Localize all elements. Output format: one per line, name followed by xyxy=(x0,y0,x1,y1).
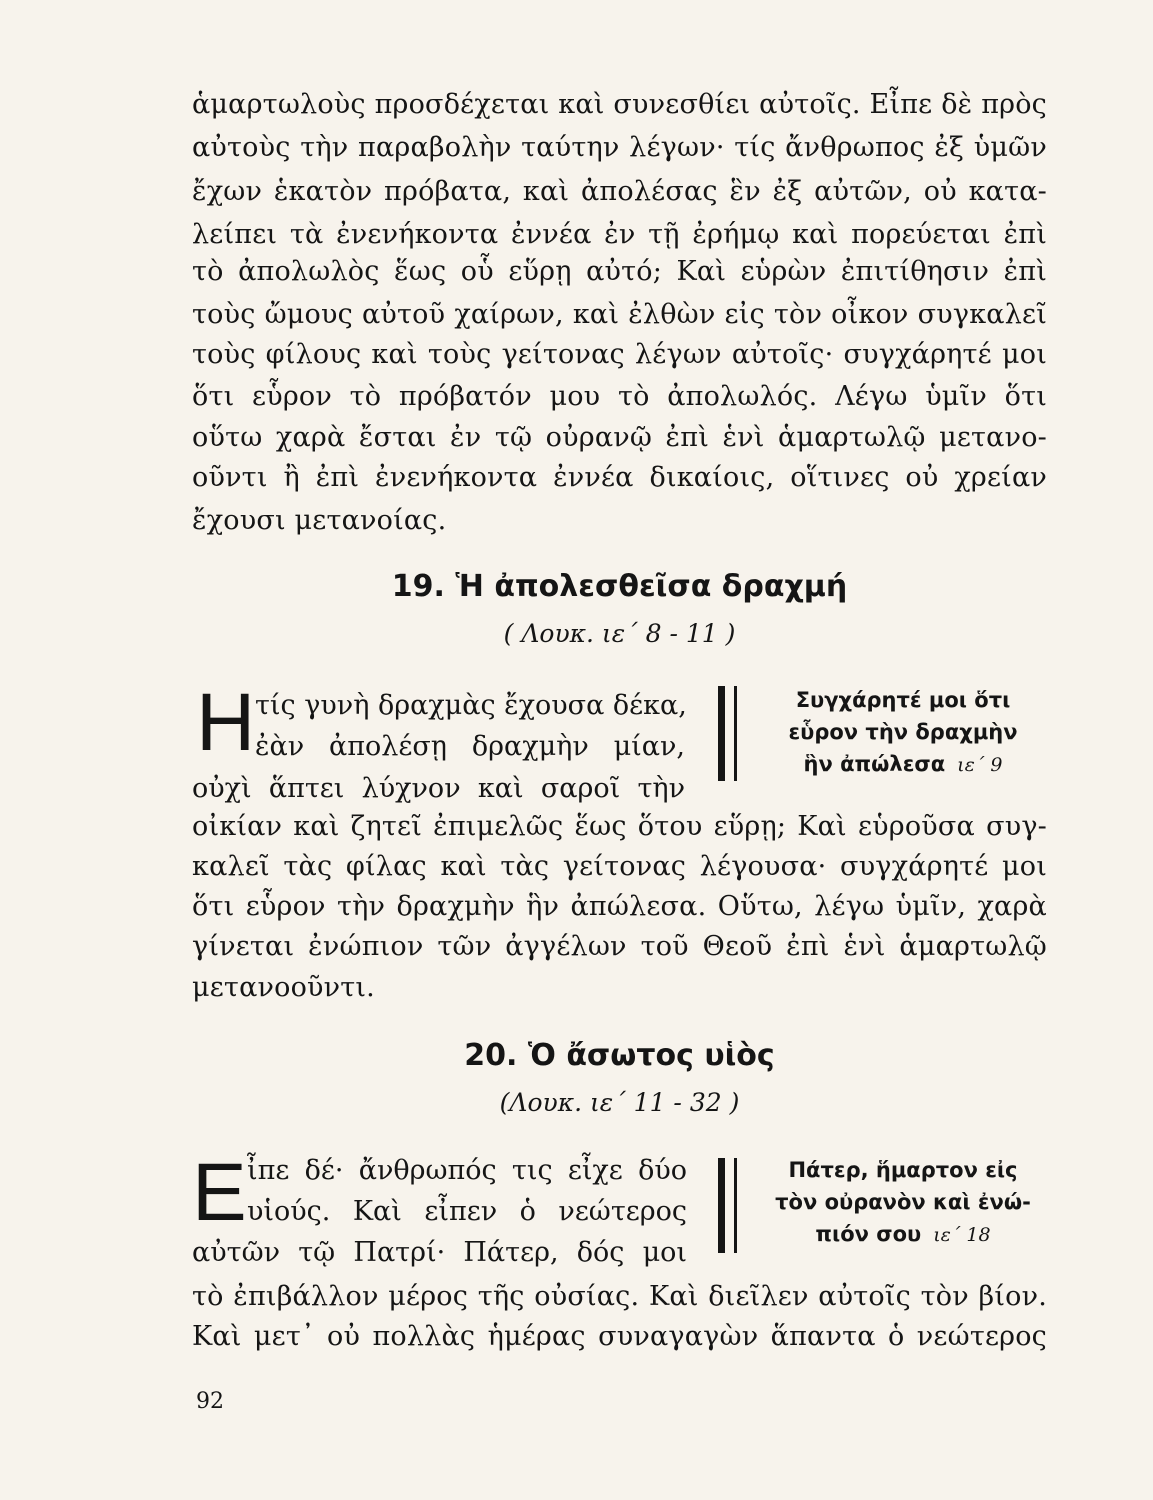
page-number: 92 xyxy=(196,1389,224,1414)
text-line: οὕτω χαρὰ ἔσται ἐν τῷ οὐρανῷ ἐπὶ ἑνὶ ἁμαρτωλῷ μετανο- xyxy=(192,422,1047,453)
sidebar-line xyxy=(758,1218,1048,1251)
sidebar-rule-thin xyxy=(734,1158,737,1253)
text-line: οῦντι ἢ ἐπὶ ἐνενήκοντα ἐννέα δικαίοις, οἵτινες οὐ χρείαν xyxy=(192,462,1047,493)
text-line: τίς γυνὴ δραχμὰς ἔχουσα δέκα, xyxy=(255,690,687,721)
section-20-dropcap: Ε xyxy=(192,1147,247,1238)
section-20-heading: 20. Ὁ ἄσωτος υἱὸς xyxy=(464,1038,775,1073)
sidebar-text: πιόν σου xyxy=(815,1222,922,1246)
text-line: ἶπε δέ· ἄνθρωπός τις εἶχε δύο xyxy=(247,1155,687,1186)
text-line: τοὺς φίλους καὶ τοὺς γείτονας λέγων αὐτοῖς· συγχάρητέ μοι xyxy=(192,339,1047,370)
text-line: καλεῖ τὰς φίλας καὶ τὰς γείτονας λέγουσα· συγχάρητέ μοι xyxy=(192,851,1047,882)
text-line: ἁμαρτωλοὺς προσδέχεται καὶ συνεσθίει αὐτοῖς. Εἶπε δὲ πρὸς xyxy=(192,89,1047,120)
text-line: αὐτοὺς τὴν παραβολὴν ταύτην λέγων· τίς ἄνθρωπος ἐξ ὑμῶν xyxy=(192,132,1047,163)
text-line: λείπει τὰ ἐνενήκοντα ἐννέα ἐν τῇ ἐρήμῳ καὶ πορεύεται ἐπὶ xyxy=(192,219,1047,250)
text-line: μετανοοῦντι. xyxy=(192,972,375,1003)
text-line: ὅτι εὗρον τὴν δραχμὴν ἣν ἀπώλεσα. Οὕτω, λέγω ὑμῖν, χαρὰ xyxy=(192,891,1047,922)
sidebar-line: τὸν οὐρανὸν καὶ ἐνώ- xyxy=(775,1190,1031,1214)
section-19-heading: 19. Ἡ ἀπολεσθεῖσα δραχμή xyxy=(391,569,848,604)
section-19-sidebar-quote xyxy=(758,684,1048,781)
text-line: αὐτῶν τῷ Πατρί· Πάτερ, δός μοι xyxy=(192,1237,687,1268)
sidebar-rule-thick xyxy=(718,686,725,781)
text-line: γίνεται ἐνώπιον τῶν ἀγγέλων τοῦ Θεοῦ ἐπὶ ἑνὶ ἁμαρτωλῷ xyxy=(192,931,1047,962)
section-20-sidebar-quote xyxy=(758,1154,1048,1251)
text-line: ἔχων ἑκατὸν πρόβατα, καὶ ἀπολέσας ἓν ἐξ αὐτῶν, οὐ κατα- xyxy=(192,176,1047,207)
sidebar-text: ἣν ἀπώλεσα xyxy=(803,752,946,776)
text-line: τὸ ἐπιβάλλον μέρος τῆς οὐσίας. Καὶ διεῖλεν αὐτοῖς τὸν βίον. xyxy=(192,1281,1047,1312)
text-line: οἰκίαν καὶ ζητεῖ ἐπιμελῶς ἕως ὅτου εὕρῃ; Καὶ εὑροῦσα συγ- xyxy=(192,811,1047,842)
text-line: ὅτι εὗρον τὸ πρόβατόν μου τὸ ἀπολωλός. Λέγω ὑμῖν ὅτι xyxy=(192,381,1047,412)
sidebar-line: εὗρον τὴν δραχμὴν xyxy=(788,720,1018,744)
sidebar-cite: ιε΄ 9 xyxy=(957,754,1003,776)
text-line: ἐὰν ἀπολέσῃ δραχμὴν μίαν, xyxy=(255,731,685,762)
text-line: οὐχὶ ἅπτει λύχνον καὶ σαροῖ τὴν xyxy=(192,773,685,804)
section-19-dropcap: Η xyxy=(196,677,256,768)
text-line: Καὶ μετ᾽ οὐ πολλὰς ἡμέρας συναγαγὼν ἅπαντα ὁ νεώτερος xyxy=(192,1321,1047,1352)
section-20-reference: (Λουκ. ιε΄ 11 - 32 ) xyxy=(499,1088,740,1117)
section-19-reference: ( Λουκ. ιε΄ 8 - 11 ) xyxy=(503,619,736,648)
sidebar-line: Συγχάρητέ μοι ὅτι xyxy=(795,688,1011,712)
text-line: τοὺς ὤμους αὐτοῦ χαίρων, καὶ ἐλθὼν εἰς τὸν οἶκον συγκαλεῖ xyxy=(192,299,1047,330)
text-line: υἱούς. Καὶ εἶπεν ὁ νεώτερος xyxy=(247,1196,687,1227)
text-line: τὸ ἀπολωλὸς ἕως οὗ εὕρῃ αὐτό; Καὶ εὑρὼν ἐπιτίθησιν ἐπὶ xyxy=(192,256,1047,287)
sidebar-rule-thick xyxy=(718,1158,725,1253)
sidebar-line: Πάτερ, ἥμαρτον εἰς xyxy=(788,1158,1018,1182)
sidebar-rule-thin xyxy=(734,686,737,781)
text-line: ἔχουσι μετανοίας. xyxy=(192,505,447,536)
sidebar-line xyxy=(758,748,1048,781)
sidebar-cite: ιε΄ 18 xyxy=(933,1224,991,1246)
